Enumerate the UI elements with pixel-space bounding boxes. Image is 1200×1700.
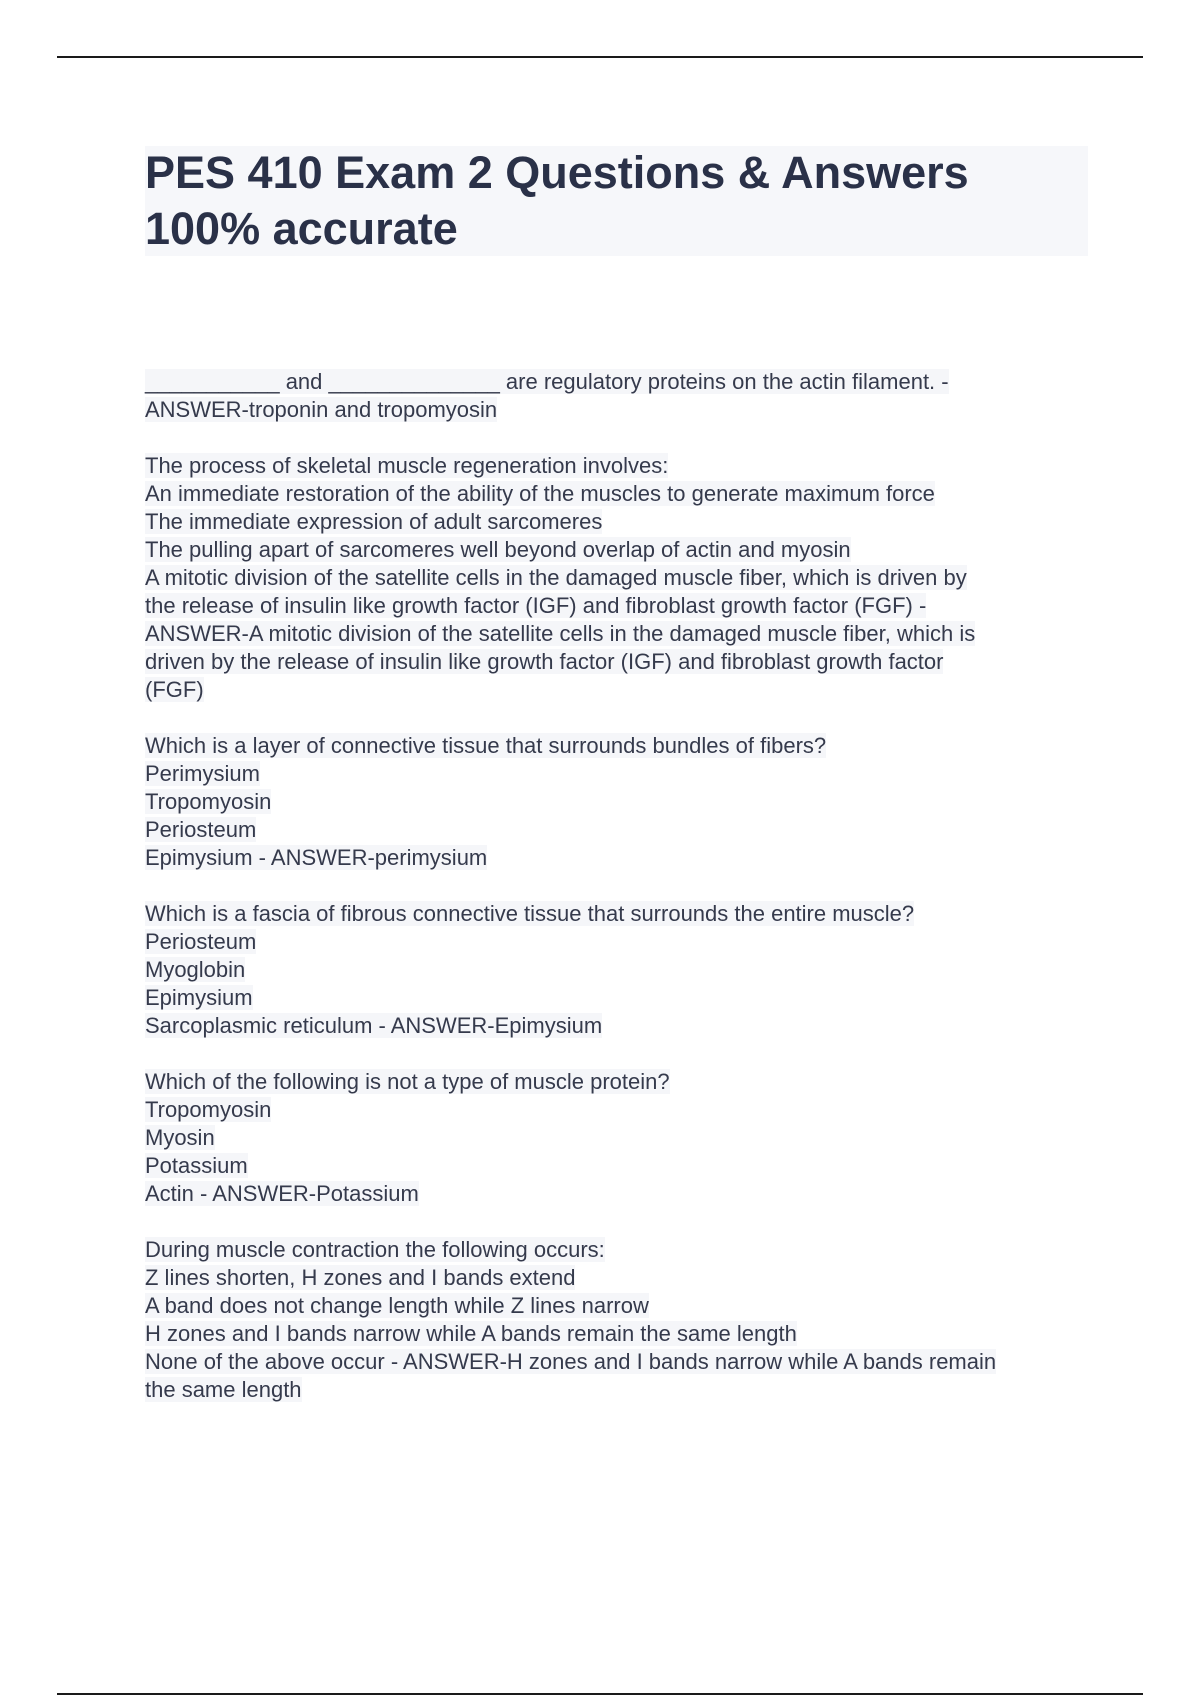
- qa-line: [145, 1320, 1095, 1348]
- title-line-1: PES 410 Exam 2 Questions & Answers: [145, 147, 969, 198]
- page-title: [145, 145, 1088, 257]
- qa-line-text: Actin - ANSWER-Potassium: [145, 1181, 419, 1206]
- qa-line-text: A mitotic division of the satellite cells in the damaged muscle fiber, which is driven by: [145, 565, 967, 590]
- qa-line-text: Perimysium: [145, 761, 260, 786]
- header-rule: [57, 56, 1143, 58]
- qa-line: [145, 984, 1095, 1012]
- qa-line: [145, 648, 1095, 676]
- qa-line-text: Which of the following is not a type of muscle protein?: [145, 1069, 670, 1094]
- qa-item: [145, 1068, 1095, 1208]
- qa-line-text: None of the above occur - ANSWER-H zones and I bands narrow while A bands remain: [145, 1349, 997, 1374]
- qa-line-text: ANSWER-troponin and tropomyosin: [145, 397, 498, 422]
- qa-line-text: Which is a fascia of fibrous connective tissue that surrounds the entire muscle?: [145, 901, 915, 926]
- qa-line-text: Tropomyosin: [145, 1097, 272, 1122]
- qa-line: [145, 676, 1095, 704]
- footer-rule: [57, 1693, 1143, 1695]
- qa-item: [145, 900, 1095, 1040]
- qa-line-text: (FGF): [145, 677, 204, 702]
- qa-line: [145, 508, 1095, 536]
- qa-line-text: H zones and I bands narrow while A bands remain the same length: [145, 1321, 797, 1346]
- qa-line-text: ANSWER-A mitotic division of the satellite cells in the damaged muscle fiber, which is: [145, 621, 976, 646]
- qa-line: [145, 368, 1095, 396]
- title-block: [145, 146, 1088, 256]
- qa-item: [145, 1236, 1095, 1404]
- qa-line: [145, 956, 1095, 984]
- qa-item: [145, 368, 1095, 424]
- qa-line-text: Epimysium: [145, 985, 253, 1010]
- qa-list: [145, 368, 1095, 1432]
- qa-line: [145, 1376, 1095, 1404]
- qa-line: [145, 452, 1095, 480]
- qa-line: [145, 1096, 1095, 1124]
- qa-line-text: The pulling apart of sarcomeres well beyond overlap of actin and myosin: [145, 537, 851, 562]
- qa-line-text: ___________ and ______________ are regulatory proteins on the actin filament. -: [145, 369, 949, 394]
- qa-line: [145, 1068, 1095, 1096]
- qa-line-text: Myosin: [145, 1125, 215, 1150]
- qa-line: [145, 536, 1095, 564]
- qa-line-text: Tropomyosin: [145, 789, 272, 814]
- qa-line-text: The immediate expression of adult sarcomeres: [145, 509, 603, 534]
- qa-line: [145, 900, 1095, 928]
- qa-line-text: During muscle contraction the following occurs:: [145, 1237, 605, 1262]
- qa-line-text: Myoglobin: [145, 957, 246, 982]
- qa-line: [145, 592, 1095, 620]
- qa-line-text: the release of insulin like growth factor (IGF) and fibroblast growth factor (FGF) -: [145, 593, 927, 618]
- qa-line: [145, 480, 1095, 508]
- qa-line: [145, 1292, 1095, 1320]
- qa-line-text: Sarcoplasmic reticulum - ANSWER-Epimysium: [145, 1013, 603, 1038]
- qa-line-text: Periosteum: [145, 929, 257, 954]
- qa-line-text: Which is a layer of connective tissue that surrounds bundles of fibers?: [145, 733, 827, 758]
- qa-line: [145, 1180, 1095, 1208]
- qa-line: [145, 1348, 1095, 1376]
- qa-line: [145, 760, 1095, 788]
- qa-line: [145, 788, 1095, 816]
- qa-item: [145, 732, 1095, 872]
- qa-line-text: the same length: [145, 1377, 302, 1402]
- qa-line: [145, 732, 1095, 760]
- title-line-2: 100% accurate: [145, 203, 458, 254]
- qa-line-text: A band does not change length while Z lines narrow: [145, 1293, 649, 1318]
- qa-line: [145, 1152, 1095, 1180]
- qa-line-text: Z lines shorten, H zones and I bands extend: [145, 1265, 576, 1290]
- qa-line: [145, 1012, 1095, 1040]
- qa-line-text: Periosteum: [145, 817, 257, 842]
- qa-line: [145, 844, 1095, 872]
- qa-line-text: An immediate restoration of the ability of the muscles to generate maximum force: [145, 481, 935, 506]
- qa-line: [145, 564, 1095, 592]
- qa-line: [145, 1124, 1095, 1152]
- qa-line-text: Potassium: [145, 1153, 248, 1178]
- qa-line: [145, 816, 1095, 844]
- qa-line: [145, 1264, 1095, 1292]
- qa-line-text: driven by the release of insulin like growth factor (IGF) and fibroblast growth factor: [145, 649, 944, 674]
- qa-line: [145, 396, 1095, 424]
- qa-item: [145, 452, 1095, 704]
- qa-line: [145, 620, 1095, 648]
- qa-line-text: The process of skeletal muscle regeneration involves:: [145, 453, 669, 478]
- qa-line: [145, 928, 1095, 956]
- qa-line-text: Epimysium - ANSWER-perimysium: [145, 845, 488, 870]
- qa-line: [145, 1236, 1095, 1264]
